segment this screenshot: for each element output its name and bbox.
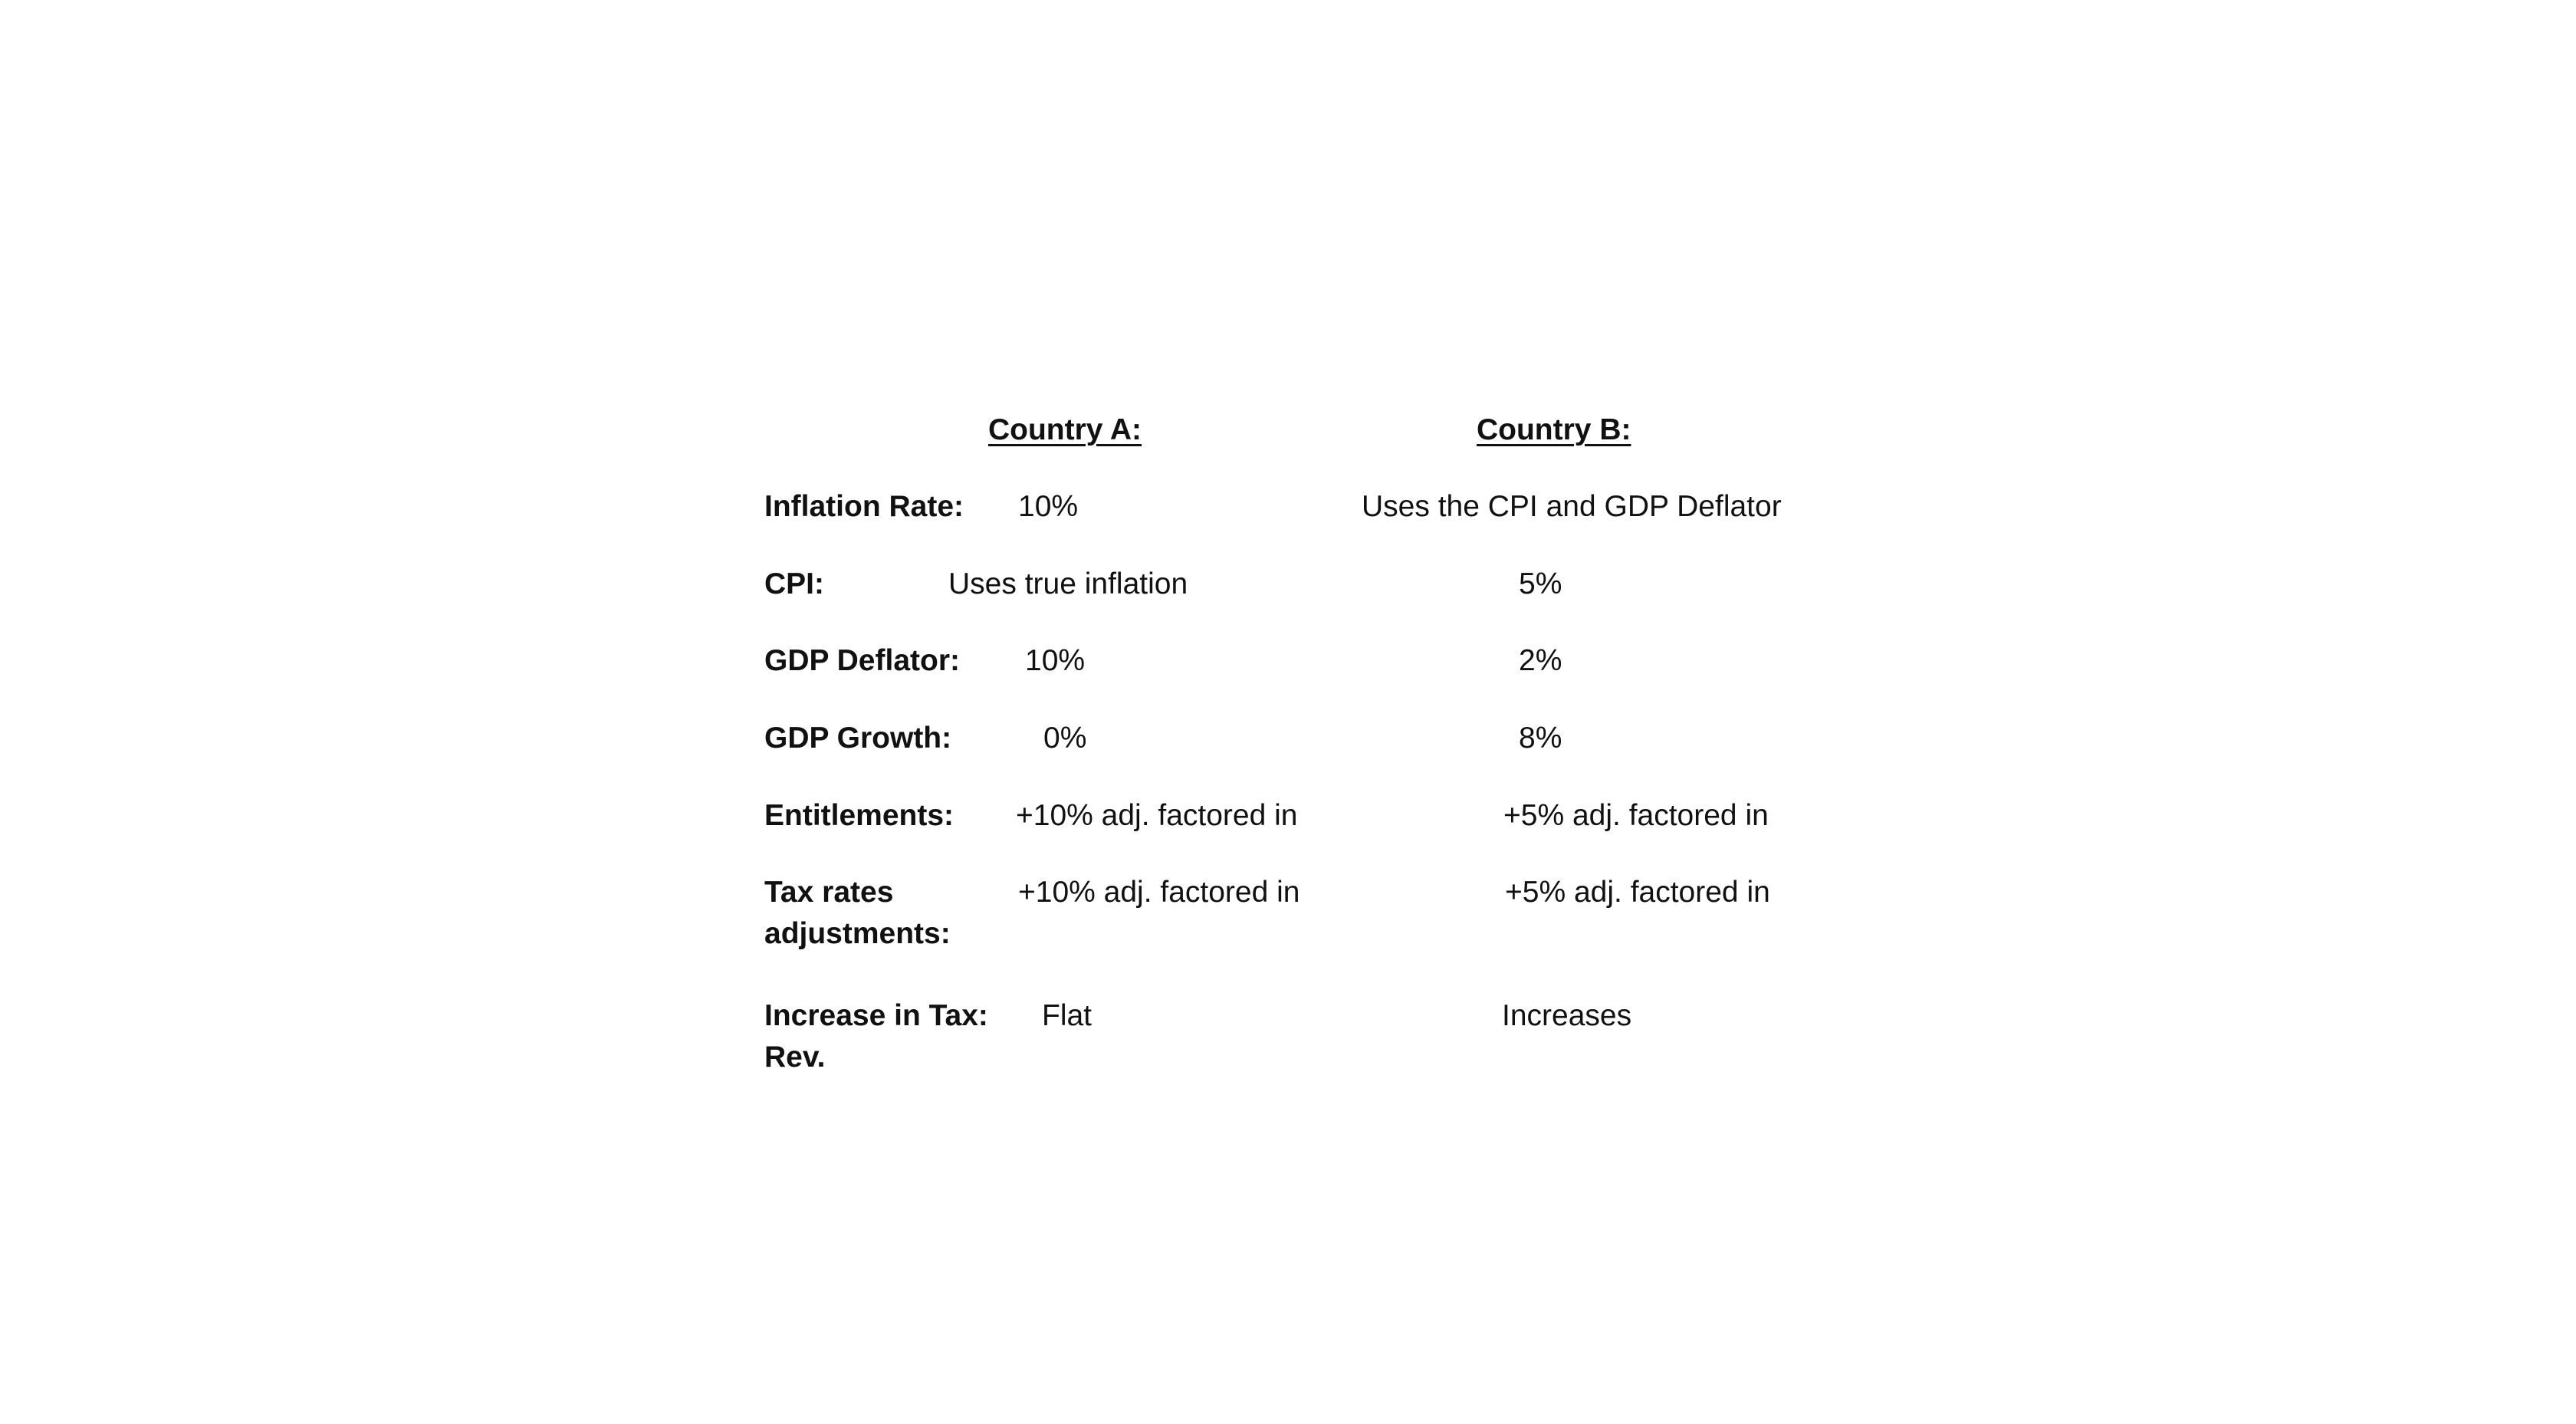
row-label-gdp-deflator: GDP Deflator: — [764, 644, 960, 677]
country-b-gdp-deflator: 2% — [1519, 644, 1562, 677]
row-label-cpi: CPI: — [764, 567, 824, 600]
country-a-cpi: Uses true inflation — [948, 567, 1188, 600]
country-b-inflation-rate: Uses the CPI and GDP Deflator — [1362, 490, 1782, 523]
country-b-cpi: 5% — [1519, 567, 1562, 600]
row-label-entitlements: Entitlements: — [764, 799, 955, 832]
country-a-tax-revenue: Flat — [1042, 999, 1092, 1032]
country-a-entitlements: +10% adj. factored in — [1016, 799, 1298, 832]
row-label-gdp-growth: GDP Growth: — [764, 722, 952, 755]
country-b-tax-rates: +5% adj. factored in — [1505, 876, 1770, 909]
country-b-tax-revenue: Increases — [1502, 999, 1632, 1032]
row-label-tax-revenue-line2: Rev. — [764, 1041, 826, 1074]
row-label-inflation-rate: Inflation Rate: — [764, 490, 964, 523]
row-label-tax-rates-line1: Tax rates — [764, 876, 894, 909]
country-a-gdp-deflator: 10% — [1025, 644, 1086, 677]
header-country-a: Country A: — [988, 413, 1142, 446]
country-b-gdp-growth: 8% — [1519, 722, 1562, 755]
country-a-tax-rates: +10% adj. factored in — [1018, 876, 1300, 909]
country-a-gdp-growth: 0% — [1043, 722, 1087, 755]
country-b-entitlements: +5% adj. factored in — [1503, 799, 1769, 832]
header-country-b: Country B: — [1477, 413, 1631, 446]
row-label-tax-revenue-line1: Increase in Tax: — [764, 999, 988, 1032]
row-label-tax-rates-line2: adjustments: — [764, 917, 951, 950]
country-a-inflation-rate: 10% — [1018, 490, 1079, 523]
